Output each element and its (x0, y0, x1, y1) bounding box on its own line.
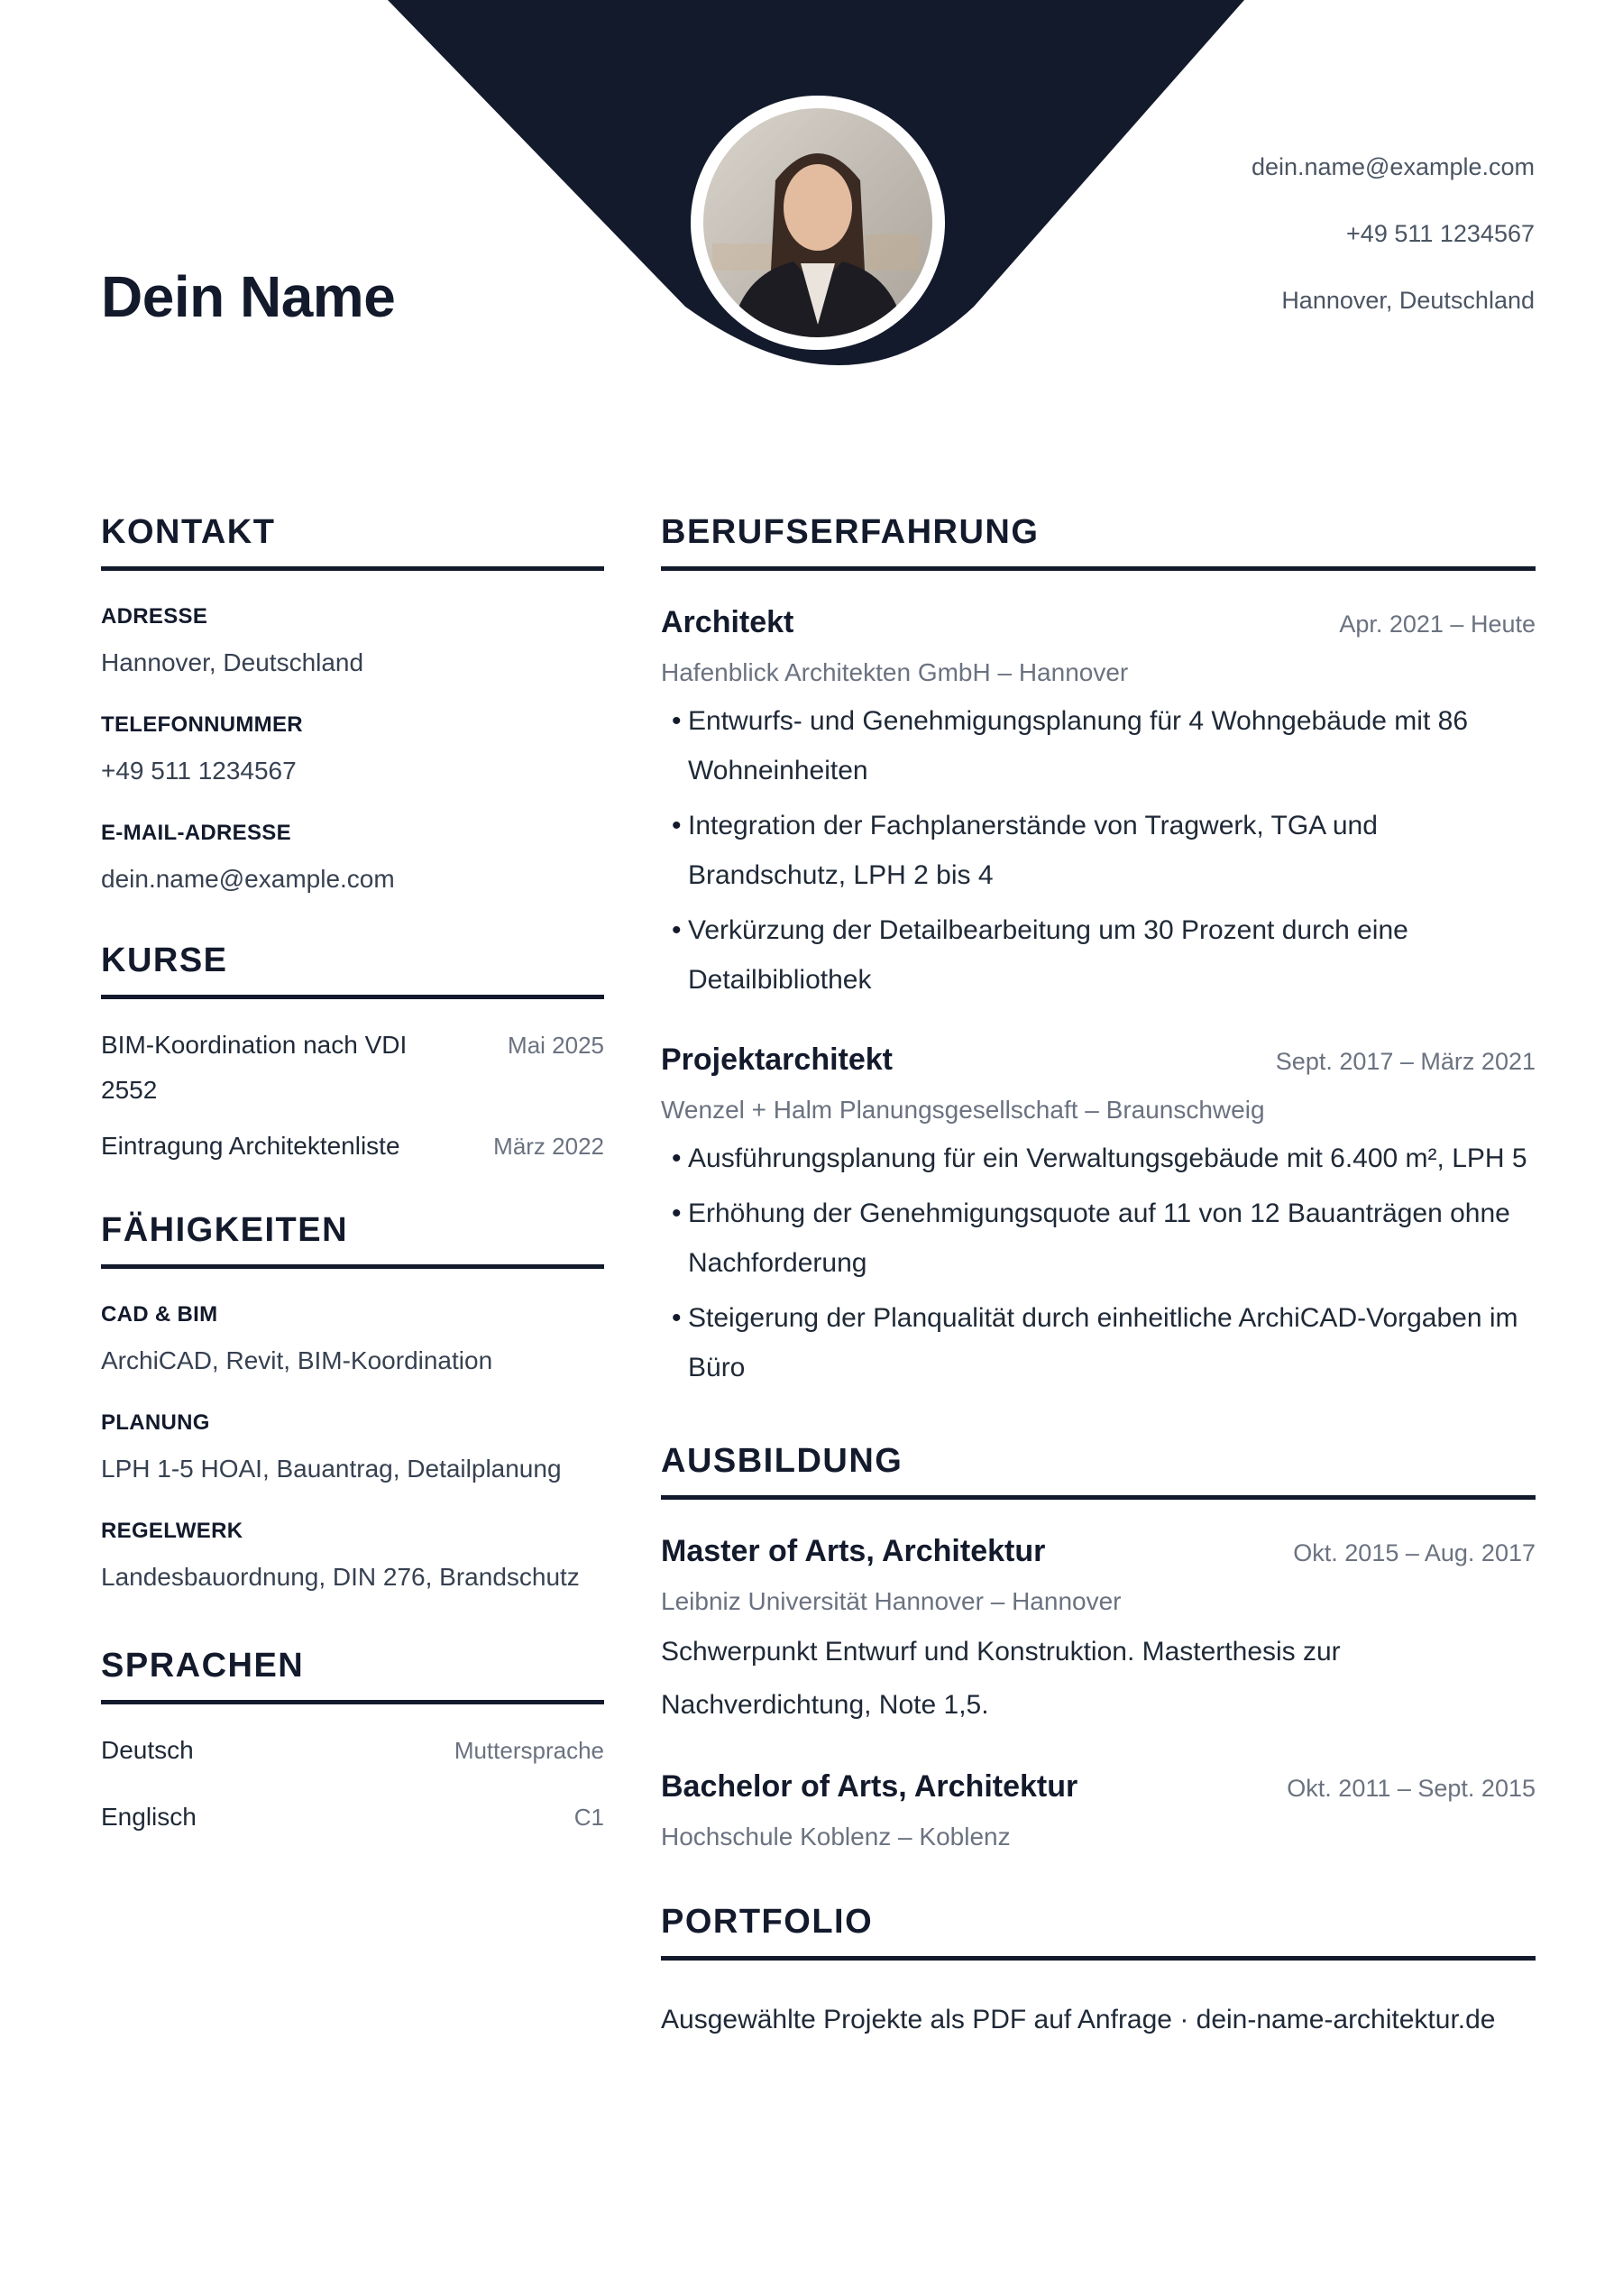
section-title: AUSBILDUNG (661, 1442, 903, 1480)
header-email[interactable]: dein.name@example.com (1251, 153, 1535, 180)
job-title: Architekt (661, 605, 794, 639)
field-value: LPH 1-5 HOAI, Bauantrag, Detailplanung (101, 1455, 562, 1483)
header-location: Hannover, Deutschland (1281, 287, 1535, 314)
section-title: PORTFOLIO (661, 1903, 874, 1941)
job-date: Apr. 2021 – Heute (1339, 611, 1536, 638)
section-divider (661, 1956, 1536, 1961)
degree-description: Schwerpunkt Entwurf und Konstruktion. Masterthesis zur Nachverdichtung, Note 1,5. (661, 1637, 1341, 1720)
section-divider (661, 1495, 1536, 1500)
school-name: Hochschule Koblenz – Koblenz (661, 1823, 1011, 1851)
field-value: Landesbauordnung, DIN 276, Brandschutz (101, 1563, 580, 1591)
field-label: PLANUNG (101, 1410, 210, 1435)
field-value: ArchiCAD, Revit, BIM-Koordination (101, 1346, 493, 1374)
section-kontakt (101, 509, 604, 895)
education-entry (661, 1534, 1536, 1731)
list-item (101, 1124, 604, 1169)
section-divider (101, 995, 604, 999)
bullet-item: • Steigerung der Planqualität durch einheitliche ArchiCAD-Vorgaben im Büro (661, 1293, 1536, 1392)
degree-date: Okt. 2011 – Sept. 2015 (1287, 1775, 1536, 1802)
job-entry (661, 605, 1536, 1005)
job-entry (661, 1042, 1536, 1392)
list-item (101, 1023, 604, 1113)
job-bullets (661, 696, 1536, 1005)
person-name: Dein Name (101, 264, 396, 329)
bullet-item: • Ausführungsplanung für ein Verwaltungsgebäude mit 6.400 m², LPH 5 (661, 1134, 1536, 1183)
education-entry (661, 1769, 1536, 1853)
field-value: Hannover, Deutschland (101, 648, 364, 676)
list-item (101, 1795, 604, 1840)
section-divider (661, 566, 1536, 571)
school-name: Leibniz Universität Hannover – Hannover (661, 1587, 1122, 1615)
field-label: ADRESSE (101, 604, 208, 629)
field-value[interactable]: dein.name@example.com (101, 865, 395, 893)
course-date: März 2022 (493, 1133, 604, 1160)
degree-date: Okt. 2015 – Aug. 2017 (1293, 1539, 1536, 1566)
field-label: E-MAIL-ADRESSE (101, 821, 291, 845)
section-divider (101, 1264, 604, 1269)
language-level: C1 (573, 1804, 604, 1831)
bullet-item: • Verkürzung der Detailbearbeitung um 30 Prozent durch eine Detailbibliothek (661, 905, 1536, 1005)
field-label: CAD & BIM (101, 1302, 218, 1327)
left-column (101, 509, 604, 1840)
section-kurse (101, 937, 604, 1169)
section-ausbildung (661, 1437, 1536, 1853)
section-faehigkeiten (101, 1207, 604, 1593)
section-title: KONTAKT (101, 513, 276, 551)
section-title: KURSE (101, 941, 228, 979)
header-contact (1252, 152, 1535, 352)
section-berufserfahrung (661, 509, 1536, 1392)
bullet-item: • Integration der Fachplanerstände von Tragwerk, TGA und Brandschutz, LPH 2 bis 4 (661, 801, 1536, 900)
degree-title: Master of Arts, Architektur (661, 1534, 1046, 1568)
list-item (101, 1728, 604, 1773)
field-label: TELEFONNUMMER (101, 712, 303, 737)
field-label: REGELWERK (101, 1519, 243, 1543)
section-divider (101, 566, 604, 571)
section-sprachen (101, 1642, 604, 1840)
job-date: Sept. 2017 – März 2021 (1275, 1048, 1536, 1075)
bullet-item: • Erhöhung der Genehmigungsquote auf 11 von 12 Bauanträgen ohne Nachforderung (661, 1189, 1536, 1288)
degree-title: Bachelor of Arts, Architektur (661, 1769, 1078, 1804)
section-title: FÄHIGKEITEN (101, 1211, 349, 1249)
section-title: SPRACHEN (101, 1647, 305, 1685)
course-date: Mai 2025 (508, 1032, 604, 1059)
course-name: Eintragung Architektenliste (101, 1132, 400, 1160)
language-level: Muttersprache (454, 1737, 604, 1764)
bullet-item: • Entwurfs- und Genehmigungsplanung für 4 Wohngebäude mit 86 Wohneinheiten (661, 696, 1536, 795)
avatar (703, 108, 932, 337)
portfolio-text[interactable]: Ausgewählte Projekte als PDF auf Anfrage · dein-name-architektur.de (661, 2005, 1496, 2034)
course-name: BIM-Koordination nach VDI 2552 (101, 1031, 408, 1104)
job-company: Hafenblick Architekten GmbH – Hannover (661, 658, 1129, 686)
job-title: Projektarchitekt (661, 1042, 893, 1077)
section-title: BERUFSERFAHRUNG (661, 513, 1040, 551)
section-divider (101, 1700, 604, 1704)
header-phone[interactable]: +49 511 1234567 (1346, 220, 1535, 247)
right-column (661, 509, 1536, 2046)
job-company: Wenzel + Halm Planungsgesellschaft – Braunschweig (661, 1096, 1265, 1124)
language-name: Deutsch (101, 1736, 194, 1764)
language-name: Englisch (101, 1803, 197, 1831)
field-value[interactable]: +49 511 1234567 (101, 757, 297, 785)
job-bullets (661, 1134, 1536, 1392)
section-portfolio (661, 1898, 1536, 2046)
